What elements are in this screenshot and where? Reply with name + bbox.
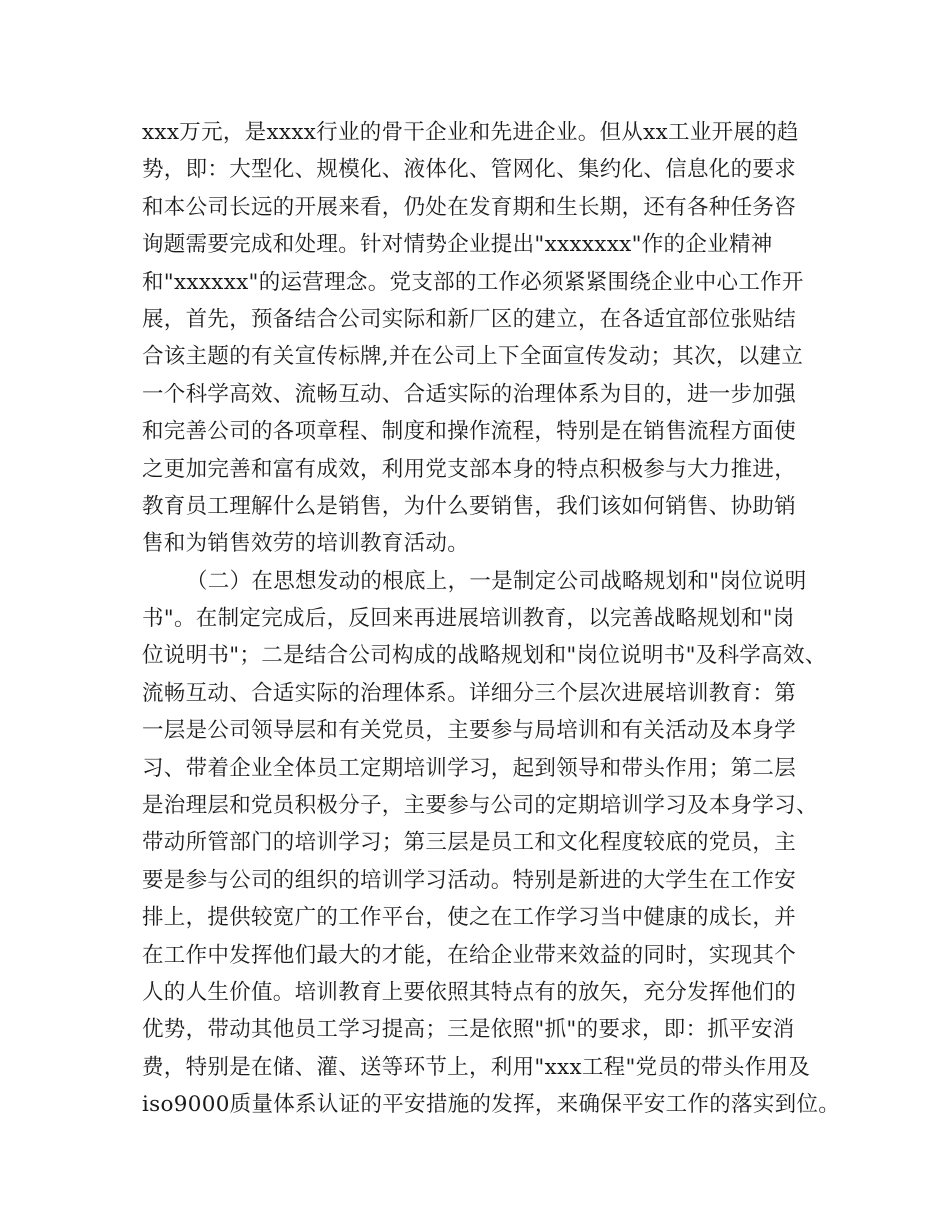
paragraph-start-line: （二）在思想发动的根底上，一是制定公司战略规划和"岗位说明 [186, 568, 807, 594]
text-line: 之更加完善和富有成效，利用党支部本身的特点积极参与大力推进， [142, 456, 797, 482]
text-line: 售和为销售效劳的培训教育活动。 [142, 531, 470, 557]
text-line: 人的人生价值。培训教育上要依照其特点有的放矢，充分发挥他们的 [142, 979, 797, 1005]
text-line: 优势，带动其他员工学习提高；三是依照"抓"的要求，即：抓平安消 [142, 1017, 795, 1043]
text-line: 要是参与公司的组织的培训学习活动。特别是新进的大学生在工作安 [142, 867, 797, 893]
text-line: 询题需要完成和处理。针对情势企业提出"xxxxxxx"作的企业精神 [142, 232, 773, 258]
text-line: 是治理层和党员积极分子，主要参与公司的定期培训学习及本身学习、 [142, 793, 818, 819]
text-line: 带动所管部门的培训学习；第三层是员工和文化程度较底的党员，主 [142, 830, 797, 856]
text-line: 合该主题的有关宣传标牌,并在公司上下全面宣传发动；其次，以建立 [142, 344, 804, 370]
text-line: 流畅互动、合适实际的治理体系。详细分三个层次进展培训教育：第 [142, 680, 797, 706]
text-line: 排上，提供较宽广的工作平台，使之在工作学习当中健康的成长，并 [142, 905, 797, 931]
text-line: 教育员工理解什么是销售，为什么要销售，我们该如何销售、协助销 [142, 493, 797, 519]
text-line: iso9000质量体系认证的平安措施的发挥，来确保平安工作的落实到位。 [142, 1092, 841, 1118]
text-line: 一层是公司领导层和有关党员，主要参与局培训和有关活动及本身学 [142, 718, 797, 744]
text-line: xxx万元，是xxxx行业的骨干企业和先进企业。但从xx工业开展的趋 [142, 120, 799, 145]
text-line: 一个科学高效、流畅互动、合适实际的治理体系为目的，进一步加强 [142, 381, 797, 407]
text-line: 和完善公司的各项章程、制度和操作流程，特别是在销售流程方面使 [142, 419, 797, 445]
text-line: 位说明书"；二是结合公司构成的战略规划和"岗位说明书"及科学高效、 [142, 643, 827, 669]
text-line: 势，即：大型化、规模化、液体化、管网化、集约化、信息化的要求 [142, 157, 797, 183]
text-line: 展，首先，预备结合公司实际和新厂区的建立，在各适宜部位张贴结 [142, 306, 797, 332]
text-line: 费，特别是在储、灌、送等环节上，利用"xxx工程"党员的带头作用及 [142, 1054, 811, 1080]
body-text [142, 114, 842, 1124]
text-line: 和本公司长远的开展来看，仍处在发育期和生长期，还有各种任务咨 [142, 194, 797, 220]
text-line: 习、带着企业全体员工定期培训学习，起到领导和带头作用；第二层 [142, 755, 797, 781]
text-line: 书"。在制定完成后，反回来再进展培训教育，以完善战略规划和"岗 [142, 606, 795, 632]
text-line: 在工作中发挥他们最大的才能，在给企业带来效益的同时，实现其个 [142, 942, 797, 968]
text-line: 和"xxxxxx"的运营理念。党支部的工作必须紧紧围绕企业中心工作开 [142, 269, 804, 295]
